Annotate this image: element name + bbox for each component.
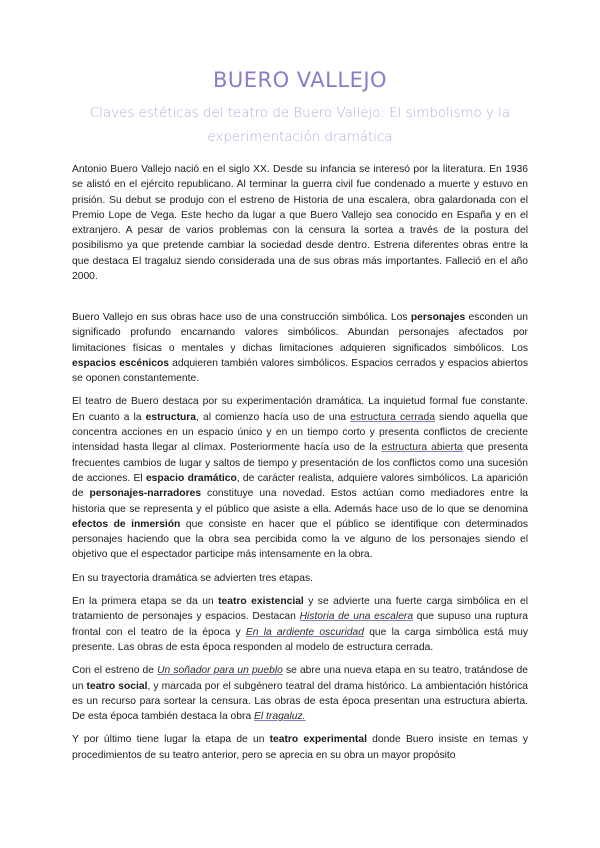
work-title-historia-de-una-escalera: Historia de una escalera	[299, 611, 414, 623]
underlined-term-estructura-cerrada: estructura cerrada	[350, 411, 435, 423]
paragraph-etapa-1	[72, 594, 528, 655]
bold-term-teatro-existencial: teatro existencial	[218, 596, 304, 608]
text-run: , al comienzo hacía uso de una	[196, 411, 351, 423]
bold-term-espacios-escenicos: espacios escénicos	[72, 357, 170, 369]
work-title-el-tragaluz: El tragaluz.	[254, 711, 306, 723]
text-run: que consiste en hacer que el público se identifique con determinados personajes haciendo que la obra sea percibida como la ve alguno de los personajes siendo el objetivo que el espectador participe más intensamente en la obra.	[72, 518, 528, 561]
text-run: El teatro de Buero destaca por su experimentación dramática. La inquietud formal fue constante. En cuanto a la	[72, 396, 528, 423]
text-run: y se advierte una fuerte carga simbólica en el tratamiento de personajes y espacios. Destacan	[72, 596, 528, 623]
bold-term-personajes-narradores: personajes-narradores	[89, 488, 202, 500]
paragraph-etapas: En su trayectoria dramática se advierten tres etapas.	[72, 572, 313, 584]
text-run: donde Buero insiste en temas y procedimientos de su teatro anterior, pero se aprecia en su obra un mayor propósito	[72, 734, 528, 761]
text-run: Y por último tiene lugar la etapa de un	[72, 734, 270, 746]
document-title: BUERO VALLEJO	[212, 68, 388, 92]
body-section-main	[72, 310, 528, 771]
paragraph-experimentacion	[72, 394, 528, 562]
text-run: En la primera etapa se da un	[72, 596, 219, 608]
text-run: se abre una nueva etapa en su teatro, tratándose de un	[72, 665, 528, 692]
bold-term-teatro-experimental: teatro experimental	[269, 734, 367, 746]
text-run: adquieren también valores simbólicos. Espacios cerrados y espacios abiertos se oponen constantemente.	[72, 357, 528, 385]
paragraph-intro: Antonio Buero Vallejo nació en el siglo XX. Desde su infancia se interesó por la literatura. En 1936 se alistó en el ejército republicano. Al terminar la guerra civil fue condenado a muerte y estuvo en prisión. Su debut se produjo con el estreno de Historia de una escalera, obra galardonada con el Premio Lope de Vega. Este hecho da lugar a que Buero Vallejo sea conocido en España y en el extranjero. A pesar de varios problemas con la censura la sortea a través de la postura del posibilismo ya que pretende cambiar la sociedad desde dentro. Estrena diferentes obras entre la que destaca El tragaluz siendo considerada una de sus obras más importantes. Falleció en el año 2000.	[72, 164, 528, 283]
bold-term-espacio-dramatico: espacio dramático	[145, 472, 237, 484]
text-run: constituye una novedad. Estos actúan como mediadores entre la historia que se representa y el público que asiste a ella. Además hace uso de lo que se denomina	[72, 488, 528, 515]
bold-term-estructura: estructura	[145, 411, 197, 423]
bold-term-personajes: personajes	[410, 312, 466, 323]
paragraph-etapa-3	[72, 732, 528, 763]
paragraph-etapa-2	[72, 663, 528, 724]
text-run: siendo aquella que concentra acciones en un espacio único y en un tiempo corto y presenta conflictos de creciente intensidad hasta llegar al clímax. Posteriormente hacía uso de la	[72, 411, 528, 454]
work-title-un-sonador-para-un-pueblo: Un soñador para un pueblo	[157, 665, 283, 677]
text-run: Buero Vallejo en sus obras hace uso de una construcción simbólica. Los	[72, 312, 411, 323]
text-run: , y marcada por el subgénero teatral del drama histórico. La ambientación histórica es un recurso para sortear la censura. Las obras de esta época presentan una estructura abierta. De esta época también destaca la obra	[72, 680, 528, 723]
text-run: , de carácter realista, adquiere valores simbólicos. La aparición de	[72, 472, 529, 500]
document-subtitle: Claves estéticas del teatro de Buero Vallejo: El simbolismo y la experimentación dramática	[89, 106, 511, 145]
underlined-term-estructura-abierta: estructura abierta	[381, 442, 463, 454]
text-run: que supuso una ruptura frontal con el teatro de la época y	[72, 611, 528, 638]
text-run: que la carga simbólica está muy presente. Las obras de esta época responden al modelo de estructura cerrada.	[72, 626, 529, 653]
paragraph-simbolismo	[72, 310, 528, 386]
text-run: que presenta frecuentes cambios de lugar y saltos de tiempo y presentación de los conflictos como una sucesión de acciones. El	[72, 442, 528, 484]
body-section-intro	[72, 162, 528, 292]
text-run: Con el estreno de	[72, 665, 158, 677]
bold-term-efectos-de-inmersion: efectos de inmersión	[72, 518, 181, 530]
work-title-en-la-ardiente-oscuridad: En la ardiente oscuridad	[245, 626, 364, 638]
text-run: esconden un significado profundo encarnando valores simbólicos. Abundan personajes afectados por limitaciones físicas o mentales y dichas limitaciones adquieren significados simbólicos. Los	[72, 312, 528, 354]
bold-term-teatro-social: teatro social	[86, 680, 148, 692]
